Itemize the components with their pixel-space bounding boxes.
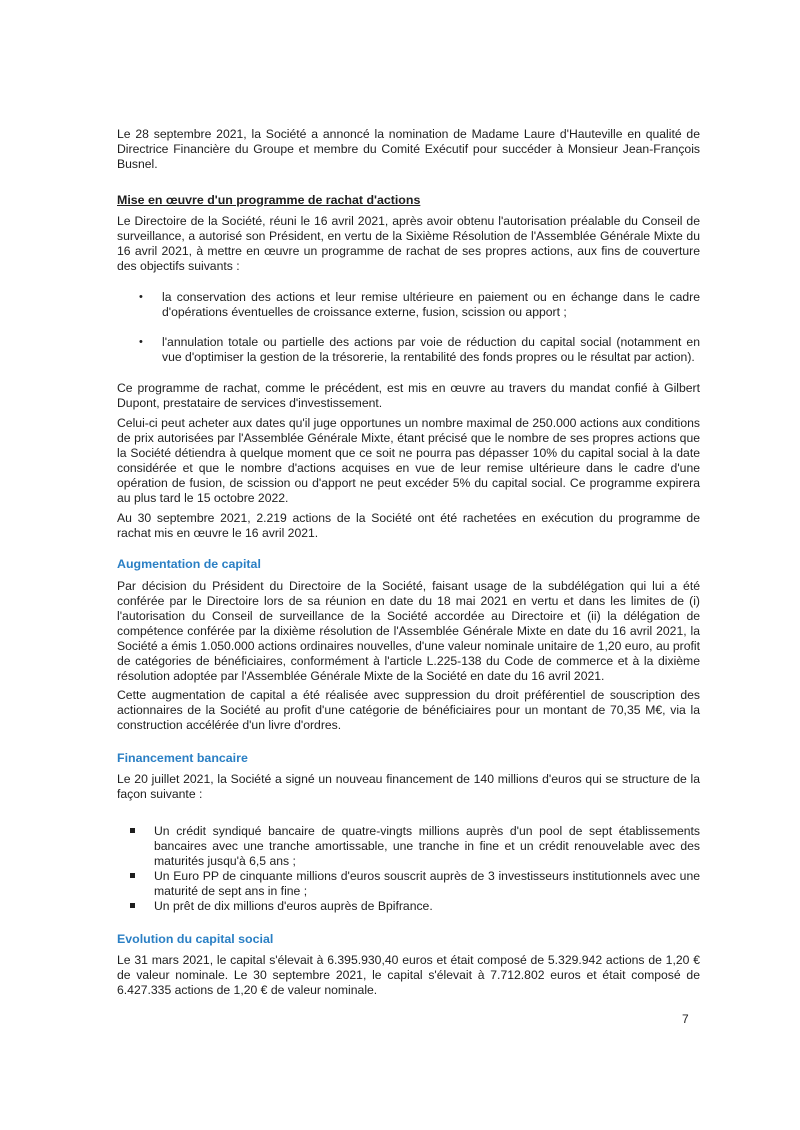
bullet-dot-icon: • <box>139 336 143 348</box>
paragraph-financement: Le 20 juillet 2021, la Société a signé un nouveau financement de 140 millions d'euros qui se structure de la façon suivante : <box>117 772 700 801</box>
heading-rachat-actions: Mise en œuvre d'un programme de rachat d'actions <box>117 193 421 207</box>
heading-evolution-capital: Evolution du capital social <box>117 932 274 946</box>
rachat-heading-block <box>117 193 700 208</box>
list-item-text: Un prêt de dix millions d'euros auprès de Bpifrance. <box>154 899 433 913</box>
paragraph-directoire: Le Directoire de la Société, réuni le 16 avril 2021, après avoir obtenu l'autorisation préalable du Conseil de surveillance, a autorisé son Président, en vertu de la Sixième Résolution de l'Assemblée Générale Mixte du 16 avril 2021, à mettre en œuvre un programme de rachat de ses propres actions, aux fins de couverture des objectifs suivants : <box>117 214 700 273</box>
paragraph-decision-president: Par décision du Président du Directoire de la Société, faisant usage de la subdélégation qui lui a été conférée par le Directoire lors de sa réunion en date du 18 mai 2021 en vertu et dans les limites de (i) l'autorisation du Conseil de surveillance de la Société accordée au Directoire et (ii) la délégation de compétence conférée par la dixième résolution de l'Assemblée Générale Mixte en date du 16 avril 2021, la Société a émis 1.050.000 actions ordinaires nouvelles, d'une valeur nominale unitaire de 1,20 euro, au profit de catégories de bénéficiaires, conformément à l'article L.225-138 du Code de commerce et à la dixième résolution adoptée par l'Assemblée Générale Mixte de la Société en date du 16 avril 2021. <box>117 579 700 683</box>
paragraph-suppression-droit: Cette augmentation de capital a été réalisée avec suppression du droit préférentiel de souscription des actionnaires de la Société au profit d'une catégorie de bénéficiaires pour un montant de 70,35 M€, via la construction accélérée d'un livre d'ordres. <box>117 688 700 732</box>
bullet-square-icon <box>130 903 135 908</box>
list-item-text: Un Euro PP de cinquante millions d'euros souscrit auprès de 3 investisseurs institutionnels avec une maturité de sept ans in fine ; <box>154 869 700 898</box>
rachat-section <box>117 214 700 380</box>
financement-heading-block <box>117 751 700 766</box>
augmentation-heading-block <box>117 557 700 572</box>
mandat-section <box>117 381 700 541</box>
list-item <box>117 899 700 914</box>
paragraph-nomination: Le 28 septembre 2021, la Société a annoncé la nomination de Madame Laure d'Hauteville en qualité de Directrice Financière du Groupe et membre du Comité Exécutif pour succéder à Monsieur Jean-François Busnel. <box>117 127 700 171</box>
paragraph-conditions: Celui-ci peut acheter aux dates qu'il juge opportunes un nombre maximal de 250.000 actions aux conditions de prix autorisées par l'Assemblée Générale Mixte, étant précisé que le nombre de ses propres actions que la Société détiendra à quelque moment que ce soit ne pourra pas dépasser 10% du capital social à la date considérée et que le nombre d'actions acquises en vue de leur remise ultérieure dans le cadre d'une opération de fusion, de scission ou d'apport ne peut excéder 5% du capital social. Ce programme expirera au plus tard le 15 octobre 2022. <box>117 416 700 505</box>
heading-financement-bancaire: Financement bancaire <box>117 751 248 765</box>
bullet-dot-icon: • <box>139 291 143 303</box>
list-item <box>117 824 700 869</box>
list-item <box>117 869 700 899</box>
nomination-paragraph <box>117 127 700 172</box>
augmentation-section <box>117 579 700 733</box>
page-number: 7 <box>682 1012 689 1026</box>
heading-augmentation-capital: Augmentation de capital <box>117 557 261 571</box>
paragraph-capital-social: Le 31 mars 2021, le capital s'élevait à 6.395.930,40 euros et était composé de 5.329.942 actions de 1,20 € de valeur nominale. Le 30 septembre 2021, le capital s'élevait à 7.712.802 euros et était composé de 6.427.335 actions de 1,20 € de valeur nominale. <box>117 953 700 997</box>
objectifs-list <box>117 290 700 365</box>
bullet-square-icon <box>130 873 135 878</box>
list-item <box>117 335 700 365</box>
financement-section <box>117 772 700 914</box>
paragraph-actions-rachetees: Au 30 septembre 2021, 2.219 actions de la Société ont été rachetées en exécution du programme de rachat mis en œuvre le 16 avril 2021. <box>117 511 700 540</box>
list-item-text: l'annulation totale ou partielle des actions par voie de réduction du capital social (notamment en vue d'optimiser la gestion de la trésorerie, la rentabilité des fonds propres ou le résultat par action). <box>162 335 700 364</box>
paragraph-mandat: Ce programme de rachat, comme le précédent, est mis en œuvre au travers du mandat confié à Gilbert Dupont, prestataire de services d'investissement. <box>117 381 700 410</box>
bullet-square-icon <box>130 828 135 833</box>
list-item <box>117 290 700 320</box>
list-item-text: Un crédit syndiqué bancaire de quatre-vingts millions auprès d'un pool de sept établissements bancaires avec une tranche amortissable, une tranche in fine et un crédit renouvelable avec des maturités jusqu'à 6,5 ans ; <box>154 824 700 868</box>
list-item-text: la conservation des actions et leur remise ultérieure en paiement ou en échange dans le cadre d'opérations éventuelles de croissance externe, fusion, scission ou apport ; <box>162 290 700 319</box>
evolution-section <box>117 953 700 998</box>
financements-list <box>117 824 700 914</box>
evolution-heading-block <box>117 932 700 947</box>
